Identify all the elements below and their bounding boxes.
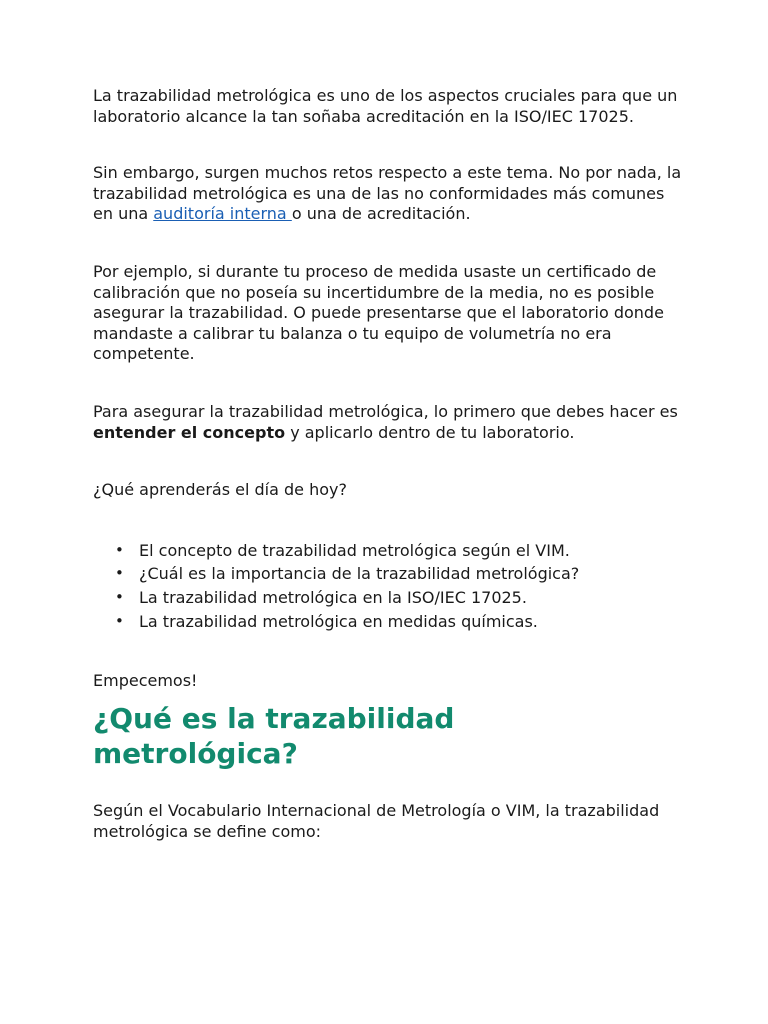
list-item <box>115 586 688 610</box>
section-heading: ¿Qué es la trazabilidad metrológica? <box>93 702 455 771</box>
concept-emphasis: entender el concepto <box>93 422 286 442</box>
list-item-text: La trazabilidad metrológica en la ISO/IEC 17025. <box>139 588 527 608</box>
ensure-text-end: y aplicarlo dentro de tu laboratorio. <box>285 422 575 442</box>
bullet-icon: • <box>115 564 124 583</box>
list-item-text: ¿Cuál es la importancia de la trazabilidad metrológica? <box>139 564 580 584</box>
challenges-paragraph <box>93 163 688 225</box>
topics-list <box>93 539 688 634</box>
challenges-text: Sin embargo, surgen muchos retos respecto a este tema. No por nada, la trazabilidad metrológica es una de las no conformidades más comunes en una <box>93 163 682 224</box>
vim-definition-paragraph: Según el Vocabulario Internacional de Metrología o VIM, la trazabilidad metrológica se define como: <box>93 801 660 841</box>
bullet-icon: • <box>115 540 124 559</box>
list-item-text: El concepto de trazabilidad metrológica según el VIM. <box>139 540 570 560</box>
learn-question: ¿Qué aprenderás el día de hoy? <box>93 480 347 500</box>
list-item <box>115 562 688 586</box>
list-item <box>115 539 688 563</box>
internal-audit-link[interactable]: auditoría interna <box>153 204 292 224</box>
ensure-text: Para asegurar la trazabilidad metrológica, lo primero que debes hacer es <box>93 401 678 421</box>
bullet-icon: • <box>115 588 124 607</box>
bullet-icon: • <box>115 611 124 630</box>
list-item-text: La trazabilidad metrológica en medidas químicas. <box>139 611 538 631</box>
challenges-text-end: o una de acreditación. <box>291 204 471 224</box>
ensure-paragraph <box>93 402 688 443</box>
list-item <box>115 610 688 634</box>
intro-paragraph: La trazabilidad metrológica es uno de los aspectos cruciales para que un laboratorio alcance la tan soñaba acreditación en la ISO/IEC 17025. <box>93 86 678 126</box>
example-paragraph: Por ejemplo, si durante tu proceso de medida usaste un certificado de calibración que no poseía su incertidumbre de la media, no es posible asegurar la trazabilidad. O puede presentarse que el laboratorio donde mandaste a calibrar tu balanza o tu equipo de volumetría no era competente. <box>93 261 664 364</box>
lets-start-text: Empecemos! <box>93 670 198 690</box>
